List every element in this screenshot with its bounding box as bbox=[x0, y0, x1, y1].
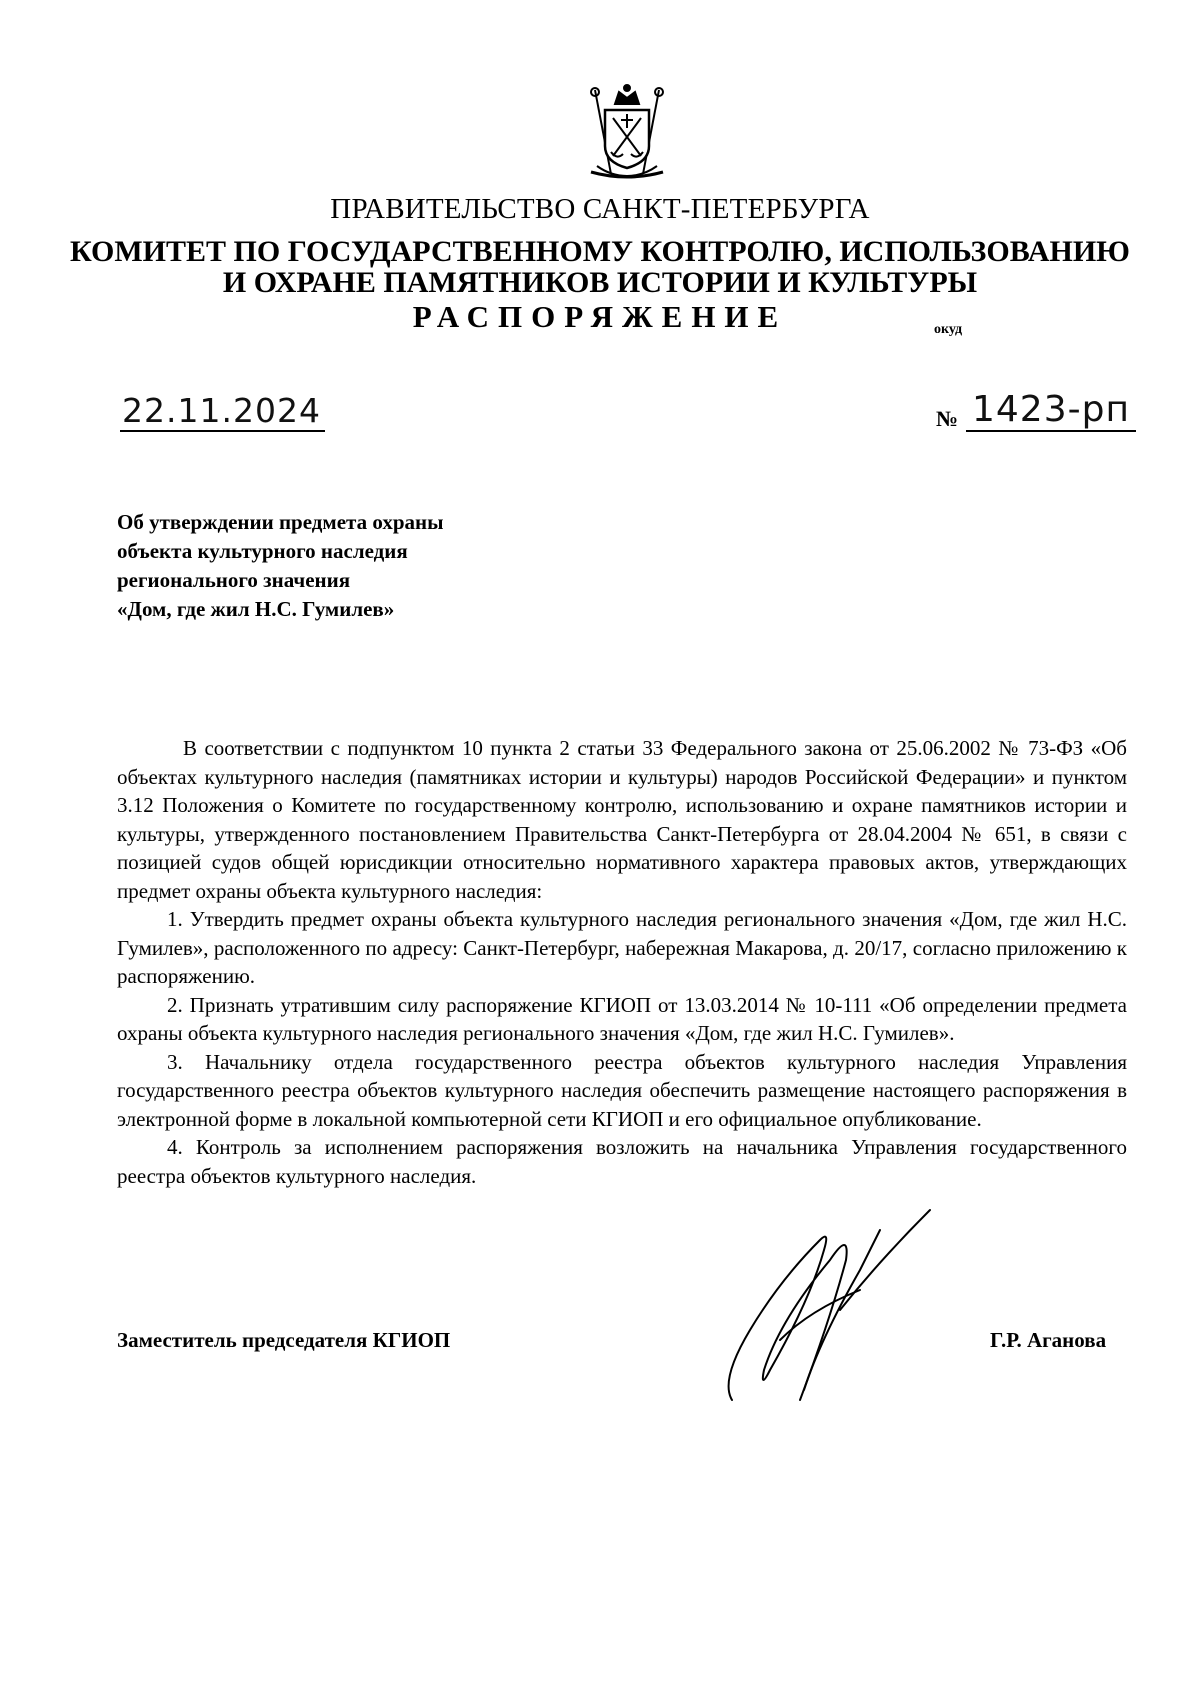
coat-of-arms-icon bbox=[581, 82, 673, 182]
document-body bbox=[117, 734, 1127, 1190]
committee-name-line-1: КОМИТЕТ ПО ГОСУДАРСТВЕННОМУ КОНТРОЛЮ, ИСПОЛЬЗОВАНИЮ bbox=[70, 235, 1130, 268]
order-item-2: 2. Признать утратившим силу распоряжение КГИОП от 13.03.2014 № 10-111 «Об определении предмета охраны объекта культурного наследия регионального значения «Дом, где жил Н.С. Гумилев». bbox=[117, 992, 1127, 1045]
committee-name-line-2: И ОХРАНЕ ПАМЯТНИКОВ ИСТОРИИ И КУЛЬТУРЫ bbox=[222, 266, 978, 299]
subject-line: регионального значения bbox=[117, 568, 351, 592]
number-sign: № bbox=[936, 406, 959, 431]
order-item-3: 3. Начальнику отдела государственного реестра объектов культурного наследия Управления государственного реестра объектов культурного наследия обеспечить размещение настоящего распоряжения в электронной форме в локальной компьютерной сети КГИОП и его официальное опубликование. bbox=[117, 1049, 1127, 1131]
document-date: 22.11.2024 bbox=[120, 392, 325, 432]
subject-line: объекта культурного наследия bbox=[117, 539, 408, 563]
signatory-role: Заместитель председателя КГИОП bbox=[117, 1328, 451, 1352]
government-name: ПРАВИТЕЛЬСТВО САНКТ-ПЕТЕРБУРГА bbox=[330, 193, 870, 225]
document-subject bbox=[117, 508, 577, 624]
subject-line: «Дом, где жил Н.С. Гумилев» bbox=[117, 597, 395, 621]
subject-line: Об утверждении предмета охраны bbox=[117, 510, 444, 534]
okud-label: окуд bbox=[934, 322, 963, 337]
signatory-name: Г.Р. Аганова bbox=[990, 1328, 1107, 1352]
preamble-paragraph: В соответствии с подпунктом 10 пункта 2 статьи 33 Федерального закона от 25.06.2002 № 73-ФЗ «Об объектах культурного наследия (памятниках истории и культуры) народов Российской Федерации» и пунктом 3.12 Положения о Комитете по государственному контролю, использованию и охране памятников истории и культуры, утвержденного постановлением Правительства Санкт-Петербурга от 28.04.2004 № 651, в связи с позицией судов общей юрисдикции относительно нормативного характера правовых актов, утверждающих предмет охраны объекта культурного наследия: bbox=[117, 736, 1127, 903]
handwritten-signature bbox=[720, 1200, 940, 1420]
document-number: 1423-рп bbox=[966, 390, 1136, 432]
order-item-4: 4. Контроль за исполнением распоряжения возложить на начальника Управления государственного реестра объектов культурного наследия. bbox=[117, 1135, 1127, 1188]
order-item-1: 1. Утвердить предмет охраны объекта культурного наследия регионального значения «Дом, где жил Н.С. Гумилев», расположенного по адресу: Санкт-Петербург, набережная Макарова, д. 20/17, согласно приложению к распоряжению. bbox=[117, 907, 1127, 988]
document-type-title: РАСПОРЯЖЕНИЕ bbox=[412, 299, 788, 334]
